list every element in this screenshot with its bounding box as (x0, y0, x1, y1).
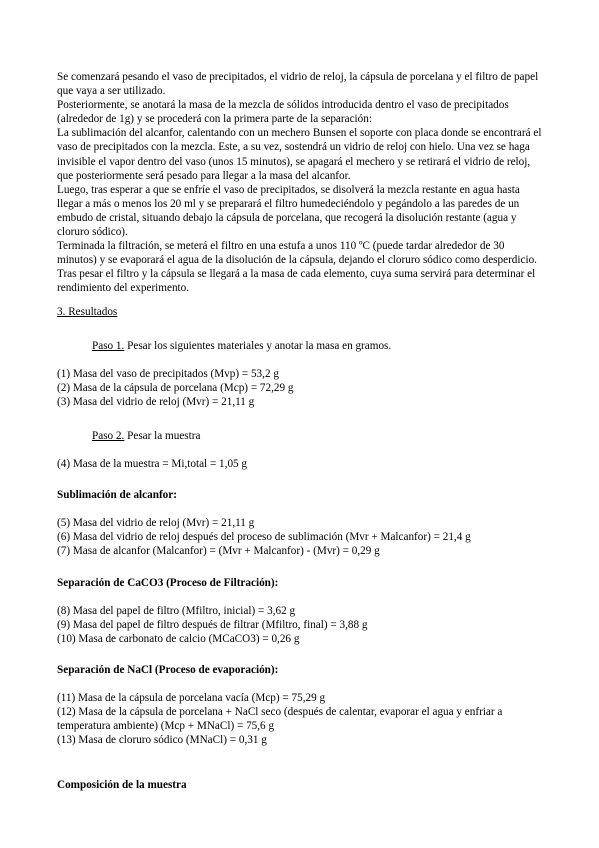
step-2 (57, 429, 543, 443)
list-item: (12) Masa de la cápsula de porcelana + NaCl seco (después de calentar, evaporar el agua y enfriar a temperatura ambiente) (Mcp + MNaCl) = 75,6 g (57, 706, 503, 733)
list-item: (7) Masa de alcanfor (Malcanfor) = (Mvr + Malcanfor) - (Mvr) = 0,29 g (57, 545, 380, 558)
step-1-text: Pesar los siguientes materiales y anotar la masa en gramos. (124, 339, 392, 352)
list-item: (3) Masa del vidrio de reloj (Mvr) = 21,11 g (57, 395, 255, 408)
composition-heading: Composición de la muestra (57, 779, 187, 792)
list-item: (6) Masa del vidrio de reloj después del proceso de sublimación (Mvr + Malcanfor) = 21,4 g (57, 531, 471, 544)
procedure-text (57, 70, 543, 296)
evaporation-heading: Separación de NaCl (Proceso de evaporación): (57, 663, 279, 676)
intro-paragraph: Tras pesar el filtro y la cápsula se llegará a la masa de cada elemento, cuya suma servirá para determinar el rendimiento del experimento. (57, 268, 536, 295)
sublimation-list (57, 516, 543, 558)
list-item: (5) Masa del vidrio de reloj (Mvr) = 21,11 g (57, 517, 255, 530)
step-2-text: Pesar la muestra (124, 429, 201, 442)
step-2-label: Paso 2. (92, 429, 125, 442)
list-item: (4) Masa de la muestra = Mi,total = 1,05 g (57, 458, 248, 471)
step-2-list (57, 457, 543, 471)
step-1-label: Paso 1. (92, 339, 125, 352)
step-1 (57, 339, 543, 353)
list-item: (9) Masa del papel de filtro después de filtrar (Mfiltro, final) = 3,88 g (57, 618, 368, 631)
filtration-heading: Separación de CaCO3 (Proceso de Filtración): (57, 576, 279, 589)
sublimation-heading: Sublimación de alcanfor: (57, 489, 177, 502)
list-item: (1) Masa del vaso de precipitados (Mvp) = 53,2 g (57, 367, 279, 380)
list-item: (8) Masa del papel de filtro (Mfiltro, inicial) = 3,62 g (57, 604, 296, 617)
intro-paragraph: Luego, tras esperar a que se enfríe el vaso de precipitados, se disolverá la mezcla restante en agua hasta llegar a más o menos los 20 ml y se preparará el filtro humedeciéndolo y pegándolo a las paredes de un embudo de cristal, situando debajo la cápsula de porcelana, que recogerá la disolución restante (agua y cloruro sódico). (57, 183, 520, 239)
list-item: (2) Masa de la cápsula de porcelana (Mcp) = 72,29 g (57, 381, 294, 394)
document-page (57, 70, 543, 792)
intro-paragraph: Terminada la filtración, se meterá el filtro en una estufa a unos 110 ºC (puede tardar alrededor de 30 minutos) y se evaporará el agua de la disolución de la cápsula, dejando el cloruro sódico como desperdicio. (57, 240, 537, 267)
intro-paragraph: Posteriormente, se anotará la masa de la mezcla de sólidos introducida dentro el vaso de precipitados (alrededor de 1g) y se procederá con la primera parte de la separación: (57, 99, 509, 126)
intro-paragraph: La sublimación del alcanfor, calentando con un mechero Bunsen el soporte con placa donde se encontrará el vaso de precipitados con la mezcla. Este, a su vez, sostendrá un vidrio de reloj con hielo. Una vez se haga invisible el vapor dentro del vaso (unos 15 minutos), se apagará el mechero y se retirará el vidrio de reloj, que posteriormente será pesado para llegar a la masa del alcanfor. (57, 127, 542, 182)
evaporation-list (57, 691, 543, 747)
intro-paragraph: Se comenzará pesando el vaso de precipitados, el vidrio de reloj, la cápsula de porcelana y el filtro de papel que vaya a ser utilizado. (57, 71, 539, 98)
list-item: (13) Masa de cloruro sódico (MNaCl) = 0,31 g (57, 734, 267, 747)
step-1-list (57, 367, 543, 409)
results-section-title: 3. Resultados (57, 305, 118, 318)
list-item: (11) Masa de la cápsula de porcelana vacía (Mcp) = 75,29 g (57, 692, 326, 704)
filtration-list (57, 604, 543, 646)
list-item: (10) Masa de carbonato de calcio (MCaCO3) = 0,26 g (57, 632, 300, 645)
